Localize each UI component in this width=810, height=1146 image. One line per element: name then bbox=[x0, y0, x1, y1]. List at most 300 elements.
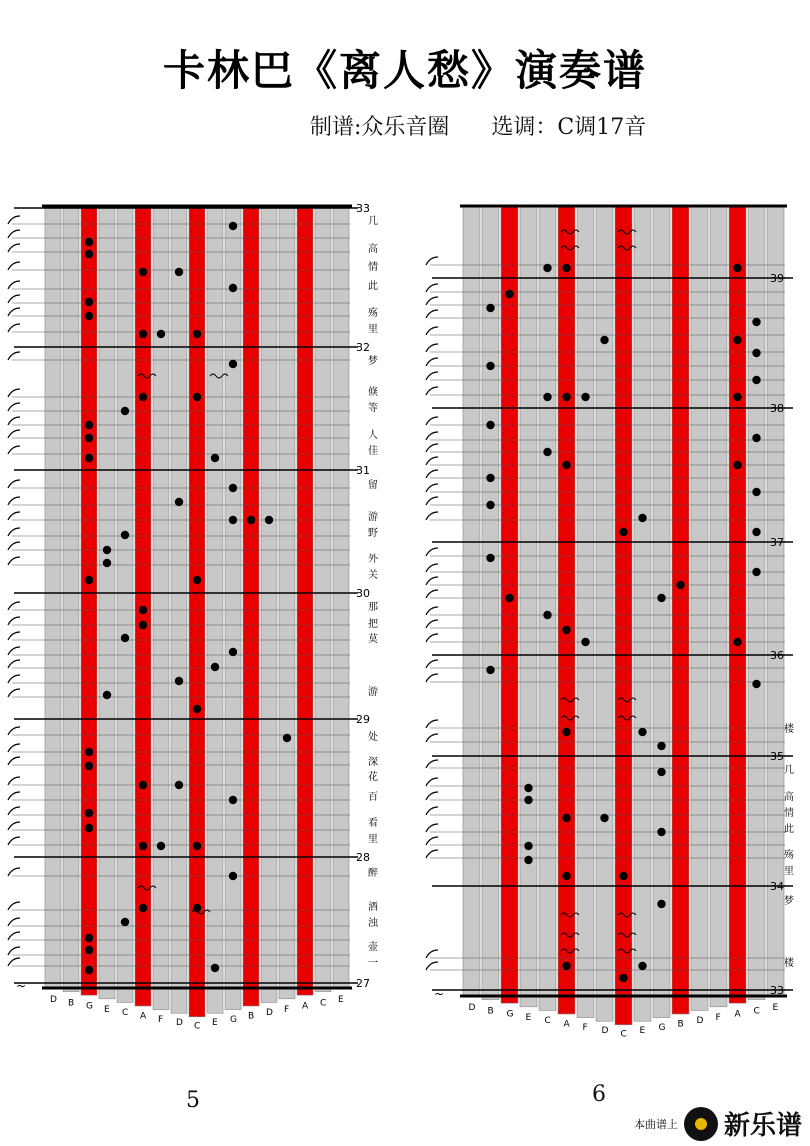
lyric-char: 深 bbox=[368, 757, 378, 768]
key-label: G bbox=[506, 1009, 514, 1020]
tilde-mark: ~ bbox=[16, 979, 27, 993]
note-dot bbox=[175, 268, 183, 276]
tine bbox=[99, 206, 115, 999]
note-dot bbox=[562, 962, 570, 970]
measure-number: 34 bbox=[770, 880, 784, 893]
note-flag bbox=[8, 902, 20, 910]
note-dot bbox=[193, 393, 201, 401]
lyric-char: 佳 bbox=[368, 446, 378, 457]
lyric-char: 梦 bbox=[368, 356, 378, 367]
note-dot bbox=[211, 663, 219, 671]
key-label: C bbox=[753, 1006, 760, 1017]
lyric-char: 此 bbox=[784, 824, 794, 835]
brand-name: 新乐谱 bbox=[723, 1111, 802, 1141]
key-label: C bbox=[320, 998, 327, 1009]
note-flag bbox=[426, 590, 438, 598]
note-flag bbox=[426, 417, 438, 425]
note-flag bbox=[426, 387, 438, 395]
tine bbox=[261, 206, 277, 1002]
note-flag bbox=[8, 430, 20, 438]
key-label: F bbox=[284, 1004, 290, 1015]
note-dot bbox=[193, 842, 201, 850]
key-label: C bbox=[620, 1029, 627, 1040]
note-dot bbox=[486, 554, 494, 562]
note-dot bbox=[229, 284, 237, 292]
lyric-char: 处 bbox=[368, 732, 378, 743]
lyric-char: 等 bbox=[368, 403, 378, 414]
subtitle: 制谱:众乐音圈 选调：C调17音 bbox=[310, 115, 647, 140]
note-dot bbox=[524, 784, 532, 792]
lyric-char: 外 bbox=[368, 554, 378, 565]
key-label: F bbox=[715, 1012, 721, 1023]
note-dot bbox=[85, 748, 93, 756]
tine bbox=[315, 206, 331, 992]
note-dot bbox=[175, 498, 183, 506]
tine bbox=[207, 206, 223, 1013]
note-flag bbox=[426, 807, 438, 815]
note-dot bbox=[562, 461, 570, 469]
tine bbox=[189, 206, 205, 1017]
note-dot bbox=[619, 528, 627, 536]
note-flag bbox=[8, 632, 20, 640]
lyric-char: 莫 bbox=[368, 634, 378, 645]
lyric-char: 情 bbox=[784, 808, 794, 819]
note-dot bbox=[85, 421, 93, 429]
lyric-char: 殇 bbox=[368, 308, 378, 319]
note-dot bbox=[211, 964, 219, 972]
lyric-char: 楼 bbox=[784, 724, 794, 735]
note-dot bbox=[85, 238, 93, 246]
tine bbox=[615, 206, 632, 1025]
lyric-char: 壶 bbox=[368, 942, 378, 953]
note-dot bbox=[121, 918, 129, 926]
key-label: E bbox=[104, 1004, 110, 1015]
note-dot bbox=[139, 268, 147, 276]
tine bbox=[171, 206, 187, 1013]
note-flag bbox=[426, 310, 438, 318]
measure-number: 35 bbox=[770, 750, 784, 763]
note-dot bbox=[175, 677, 183, 685]
note-dot bbox=[121, 531, 129, 539]
lyric-char: 高 bbox=[784, 792, 794, 803]
lyric-char: 关 bbox=[368, 570, 378, 581]
key-label: D bbox=[176, 1018, 183, 1029]
note-flag bbox=[426, 327, 438, 335]
lyric-char: 人 bbox=[368, 430, 378, 441]
tine bbox=[501, 206, 518, 1003]
note-flag bbox=[8, 389, 20, 397]
note-flag bbox=[8, 617, 20, 625]
note-dot bbox=[752, 568, 760, 576]
note-dot bbox=[733, 638, 741, 646]
note-dot bbox=[752, 349, 760, 357]
note-dot bbox=[139, 393, 147, 401]
note-flag bbox=[426, 778, 438, 786]
note-flag bbox=[8, 777, 20, 785]
note-flag bbox=[426, 734, 438, 742]
tine bbox=[243, 206, 259, 1006]
note-flag bbox=[8, 557, 20, 565]
note-flag bbox=[8, 757, 20, 765]
note-dot bbox=[283, 734, 291, 742]
note-flag bbox=[426, 470, 438, 478]
note-dot bbox=[619, 974, 627, 982]
lyric-char: 游 bbox=[368, 687, 378, 698]
page-number-right: 6 bbox=[592, 1082, 606, 1107]
note-flag bbox=[8, 602, 20, 610]
tine bbox=[558, 206, 575, 1014]
note-flag bbox=[8, 660, 20, 668]
measure-number: 30 bbox=[356, 587, 370, 600]
note-flag bbox=[8, 675, 20, 683]
note-dot bbox=[85, 824, 93, 832]
note-dot bbox=[619, 872, 627, 880]
brand-logo-block bbox=[634, 1105, 802, 1142]
note-dot bbox=[486, 474, 494, 482]
note-dot bbox=[752, 434, 760, 442]
note-dot bbox=[600, 814, 608, 822]
note-flag bbox=[8, 324, 20, 332]
note-flag bbox=[8, 512, 20, 520]
note-dot bbox=[85, 946, 93, 954]
note-flag bbox=[8, 868, 20, 876]
note-dot bbox=[752, 318, 760, 326]
key-label: A bbox=[563, 1019, 570, 1030]
tine bbox=[81, 206, 97, 995]
key-label: C bbox=[544, 1016, 551, 1027]
note-flag bbox=[426, 792, 438, 800]
note-flag bbox=[426, 620, 438, 628]
note-dot bbox=[733, 461, 741, 469]
note-dot bbox=[139, 842, 147, 850]
lyric-char: 看 bbox=[368, 818, 378, 829]
measure-number: 36 bbox=[770, 649, 784, 662]
key-label: A bbox=[734, 1009, 741, 1020]
note-flag bbox=[426, 850, 438, 858]
note-dot bbox=[85, 454, 93, 462]
brand-small-text: 本曲谱上 bbox=[633, 1117, 678, 1131]
lyric-char: 把 bbox=[368, 619, 378, 630]
key-label: D bbox=[50, 995, 57, 1005]
note-flag bbox=[8, 216, 20, 224]
note-dot bbox=[733, 393, 741, 401]
note-dot bbox=[85, 809, 93, 817]
note-flag bbox=[426, 962, 438, 970]
note-dot bbox=[229, 796, 237, 804]
lyric-char: 殇 bbox=[784, 850, 794, 861]
note-dot bbox=[85, 298, 93, 306]
note-dot bbox=[85, 434, 93, 442]
key-label: A bbox=[302, 1001, 309, 1012]
tine bbox=[539, 206, 556, 1010]
note-dot bbox=[562, 728, 570, 736]
note-dot bbox=[103, 559, 111, 567]
note-flag bbox=[8, 403, 20, 411]
note-flag bbox=[8, 647, 20, 655]
note-dot bbox=[486, 501, 494, 509]
note-flag bbox=[8, 822, 20, 830]
key-label: B bbox=[248, 1011, 255, 1022]
key-label: G bbox=[658, 1022, 666, 1033]
lyric-char: 倏 bbox=[368, 387, 378, 398]
note-flag bbox=[8, 446, 20, 454]
key-label: B bbox=[487, 1006, 494, 1017]
note-dot bbox=[85, 966, 93, 974]
key-label: G bbox=[230, 1014, 237, 1025]
note-dot bbox=[562, 626, 570, 634]
key-label: E bbox=[338, 995, 344, 1005]
note-dot bbox=[543, 448, 551, 456]
note-dot bbox=[657, 828, 665, 836]
lyric-char: 酒 bbox=[368, 902, 378, 913]
note-dot bbox=[657, 900, 665, 908]
note-dot bbox=[543, 611, 551, 619]
note-dot bbox=[600, 336, 608, 344]
note-flag bbox=[426, 660, 438, 668]
note-flag bbox=[426, 837, 438, 845]
note-dot bbox=[265, 516, 273, 524]
note-flag bbox=[426, 297, 438, 305]
note-dot bbox=[157, 842, 165, 850]
lyric-char: 高 bbox=[368, 244, 378, 255]
note-dot bbox=[193, 576, 201, 584]
key-label: E bbox=[212, 1018, 218, 1029]
tine bbox=[729, 206, 746, 1003]
note-dot bbox=[157, 330, 165, 338]
measure-number: 37 bbox=[770, 536, 784, 549]
note-dot bbox=[85, 312, 93, 320]
note-flag bbox=[426, 284, 438, 292]
lyric-char: 此 bbox=[368, 281, 378, 292]
tine bbox=[225, 206, 241, 1010]
note-dot bbox=[486, 362, 494, 370]
note-flag bbox=[8, 352, 20, 360]
lyric-char: 几 bbox=[368, 216, 378, 227]
note-dot bbox=[139, 330, 147, 338]
note-dot bbox=[733, 264, 741, 272]
note-flag bbox=[8, 689, 20, 697]
note-flag bbox=[426, 760, 438, 768]
note-dot bbox=[139, 904, 147, 912]
note-flag bbox=[426, 512, 438, 520]
note-dot bbox=[638, 514, 646, 522]
note-dot bbox=[657, 768, 665, 776]
tine bbox=[279, 206, 295, 999]
note-dot bbox=[121, 407, 129, 415]
key-label: E bbox=[639, 1026, 646, 1037]
note-dot bbox=[85, 934, 93, 942]
note-flag bbox=[8, 958, 20, 966]
note-dot bbox=[733, 336, 741, 344]
lyric-char: 一 bbox=[368, 958, 378, 969]
note-dot bbox=[638, 962, 646, 970]
tine bbox=[297, 206, 313, 995]
tine bbox=[63, 206, 79, 992]
key-label: D bbox=[468, 1003, 476, 1013]
tilde-mark: ~ bbox=[434, 987, 445, 1001]
lyric-char: 野 bbox=[368, 528, 378, 539]
tine bbox=[653, 206, 670, 1018]
note-flag bbox=[8, 295, 20, 303]
note-dot bbox=[229, 484, 237, 492]
measure-number: 33 bbox=[770, 984, 784, 997]
note-dot bbox=[85, 576, 93, 584]
page-number-left: 5 bbox=[186, 1088, 200, 1113]
key-label: E bbox=[525, 1012, 532, 1023]
note-dot bbox=[524, 842, 532, 850]
note-dot bbox=[752, 528, 760, 536]
note-dot bbox=[752, 488, 760, 496]
note-dot bbox=[139, 621, 147, 629]
note-dot bbox=[676, 581, 684, 589]
note-dot bbox=[562, 872, 570, 880]
note-dot bbox=[211, 454, 219, 462]
note-flag bbox=[8, 230, 20, 238]
note-flag bbox=[426, 372, 438, 380]
measure-number: 29 bbox=[356, 713, 370, 726]
note-dot bbox=[85, 762, 93, 770]
measure-number: 28 bbox=[356, 851, 370, 864]
note-dot bbox=[505, 290, 513, 298]
page-title: 卡林巴《离人愁》演奏谱 bbox=[162, 46, 647, 95]
tine bbox=[767, 206, 784, 996]
tine bbox=[634, 206, 651, 1021]
note-flag bbox=[8, 281, 20, 289]
note-dot bbox=[247, 516, 255, 524]
note-dot bbox=[229, 872, 237, 880]
note-dot bbox=[524, 856, 532, 864]
key-label: C bbox=[194, 1021, 201, 1032]
note-flag bbox=[426, 344, 438, 352]
note-dot bbox=[562, 264, 570, 272]
lyric-char: 情 bbox=[368, 262, 378, 273]
lyric-char: 几 bbox=[784, 765, 794, 776]
note-dot bbox=[139, 781, 147, 789]
key-label: F bbox=[582, 1022, 588, 1033]
note-dot bbox=[486, 304, 494, 312]
measure-number: 31 bbox=[356, 464, 370, 477]
note-flag bbox=[426, 548, 438, 556]
lyric-char: 浊 bbox=[368, 918, 378, 929]
measure-number: 32 bbox=[356, 341, 370, 354]
lyric-char: 留 bbox=[368, 480, 378, 491]
lyric-char: 楼 bbox=[784, 958, 794, 969]
note-flag bbox=[426, 720, 438, 728]
note-dot bbox=[657, 594, 665, 602]
note-dot bbox=[638, 728, 646, 736]
note-dot bbox=[103, 546, 111, 554]
tine bbox=[672, 206, 689, 1014]
tine bbox=[333, 206, 349, 988]
note-flag bbox=[426, 484, 438, 492]
tine bbox=[45, 206, 61, 988]
lyric-char: 醉 bbox=[368, 868, 378, 879]
note-dot bbox=[229, 648, 237, 656]
note-flag bbox=[8, 807, 20, 815]
note-flag bbox=[426, 634, 438, 642]
note-dot bbox=[121, 634, 129, 642]
note-flag bbox=[8, 947, 20, 955]
tine bbox=[691, 206, 708, 1010]
lyric-char: 游 bbox=[368, 512, 378, 523]
tine bbox=[577, 206, 594, 1018]
key-label: D bbox=[601, 1026, 609, 1037]
note-flag bbox=[426, 950, 438, 958]
note-flag bbox=[8, 792, 20, 800]
note-dot bbox=[543, 264, 551, 272]
key-label: A bbox=[140, 1011, 147, 1022]
note-dot bbox=[562, 814, 570, 822]
note-dot bbox=[505, 594, 513, 602]
key-label: F bbox=[158, 1014, 164, 1025]
note-flag bbox=[426, 824, 438, 832]
note-flag bbox=[8, 837, 20, 845]
key-label: B bbox=[68, 998, 75, 1009]
lyric-char: 里 bbox=[784, 866, 794, 877]
note-dot bbox=[229, 516, 237, 524]
note-flag bbox=[426, 577, 438, 585]
measure-number: 33 bbox=[356, 202, 370, 215]
key-label: E bbox=[772, 1003, 779, 1013]
note-flag bbox=[426, 607, 438, 615]
note-flag bbox=[426, 457, 438, 465]
note-flag bbox=[8, 918, 20, 926]
note-dot bbox=[657, 742, 665, 750]
note-flag bbox=[8, 480, 20, 488]
measure-number: 39 bbox=[770, 272, 784, 285]
tine bbox=[117, 206, 133, 1002]
key-label: D bbox=[696, 1016, 704, 1027]
note-flag bbox=[426, 257, 438, 265]
note-dot bbox=[175, 781, 183, 789]
note-flag bbox=[8, 528, 20, 536]
note-dot bbox=[193, 330, 201, 338]
note-dot bbox=[581, 638, 589, 646]
note-dot bbox=[229, 222, 237, 230]
note-flag bbox=[8, 308, 20, 316]
note-dot bbox=[562, 393, 570, 401]
key-label: B bbox=[677, 1019, 684, 1030]
note-dot bbox=[486, 666, 494, 674]
note-flag bbox=[8, 417, 20, 425]
note-dot bbox=[752, 680, 760, 688]
tine bbox=[596, 206, 613, 1021]
lyric-char: 里 bbox=[368, 834, 378, 845]
tine bbox=[153, 206, 169, 1010]
note-flag bbox=[8, 727, 20, 735]
note-flag bbox=[426, 564, 438, 572]
note-flag bbox=[426, 497, 438, 505]
note-flag bbox=[8, 542, 20, 550]
note-flag bbox=[426, 444, 438, 452]
note-flag bbox=[8, 244, 20, 252]
note-dot bbox=[524, 796, 532, 804]
measure-number: 27 bbox=[356, 977, 370, 990]
note-dot bbox=[752, 376, 760, 384]
lyric-char: 百 bbox=[368, 792, 378, 803]
key-label: G bbox=[86, 1001, 93, 1012]
record-icon bbox=[684, 1107, 718, 1141]
note-flag bbox=[8, 932, 20, 940]
note-flag bbox=[426, 432, 438, 440]
tine bbox=[482, 206, 499, 1000]
note-flag bbox=[8, 262, 20, 270]
note-dot bbox=[103, 691, 111, 699]
note-dot bbox=[193, 705, 201, 713]
measure-number: 38 bbox=[770, 402, 784, 415]
note-dot bbox=[85, 250, 93, 258]
note-flag bbox=[8, 497, 20, 505]
